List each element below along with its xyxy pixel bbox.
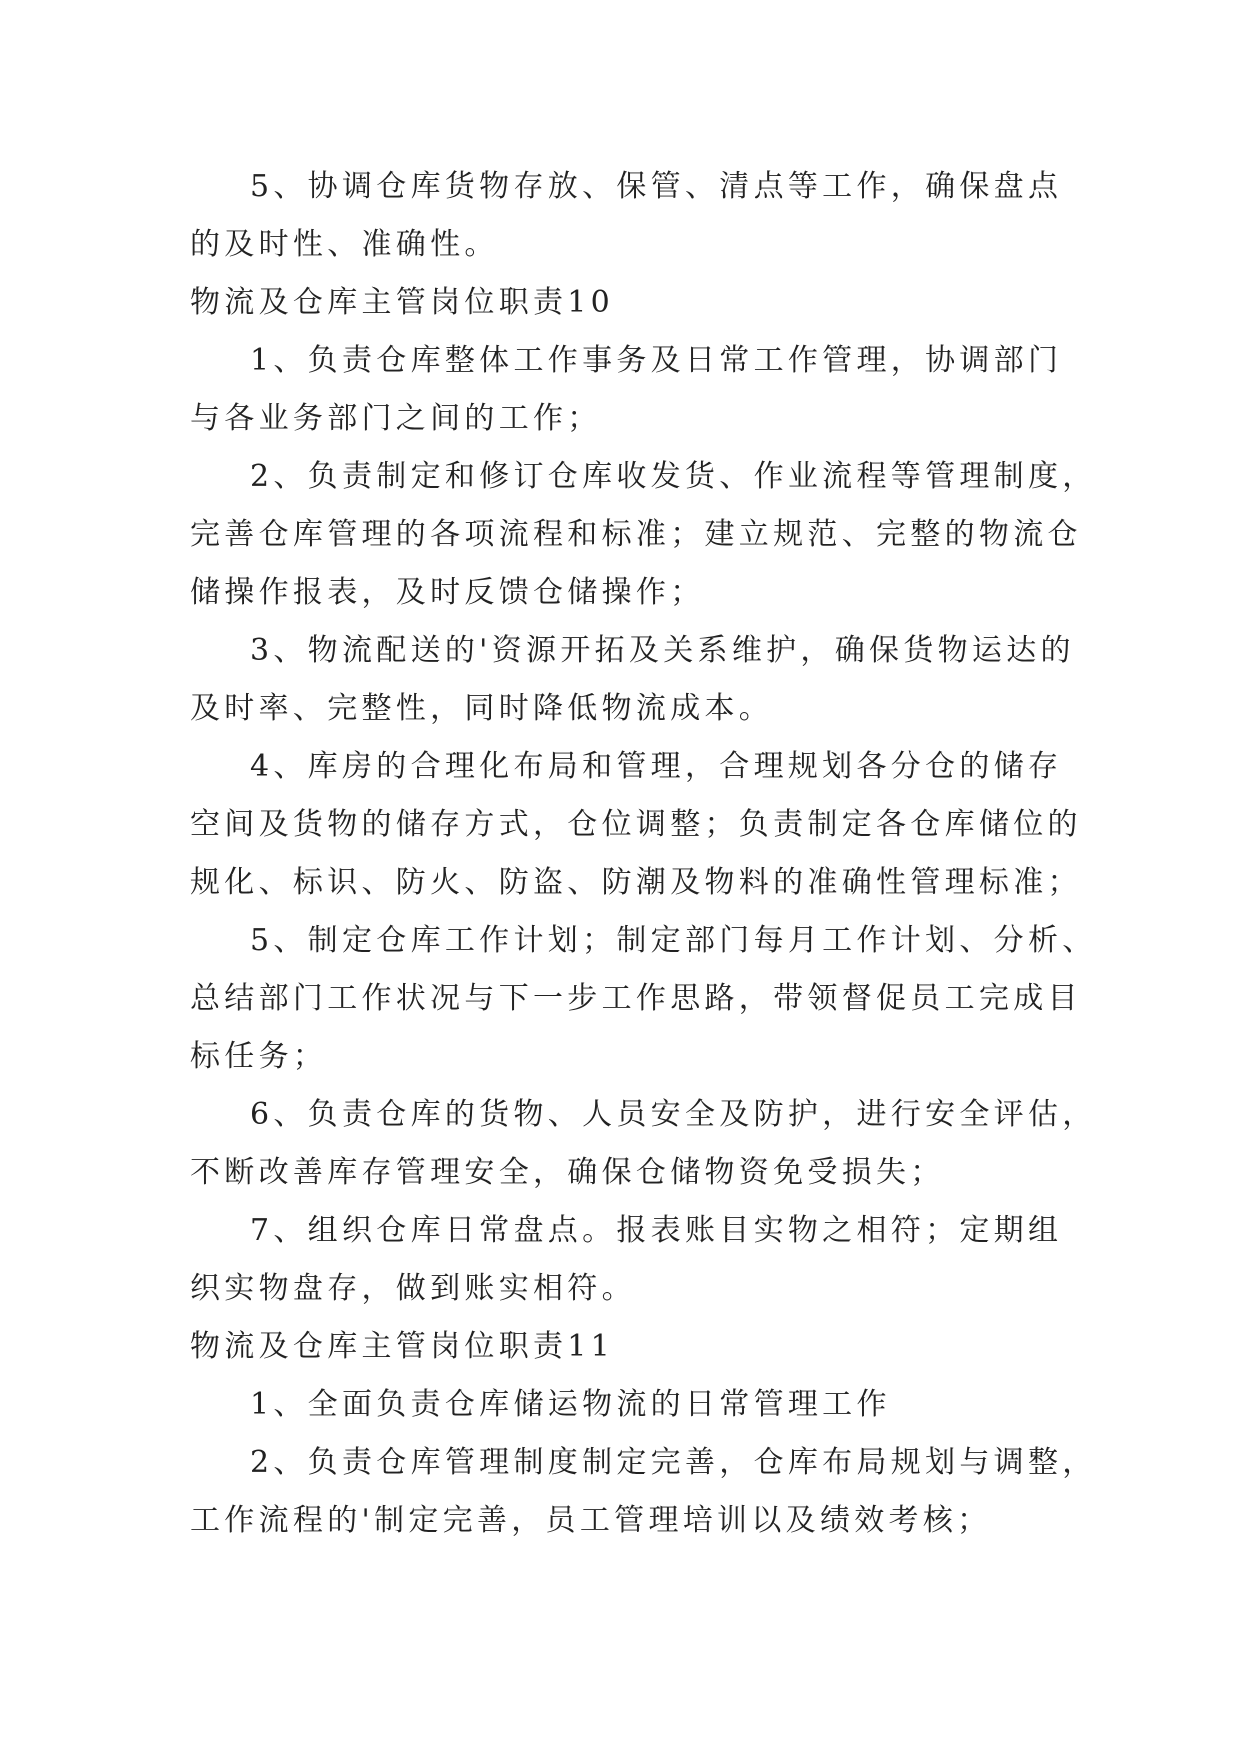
body-line: 总结部门工作状况与下一步工作思路，带领督促员工完成目 bbox=[190, 981, 1082, 1016]
body-line: 1、负责仓库整体工作事务及日常工作管理，协调部门 bbox=[250, 343, 1063, 378]
body-line: 6、负责仓库的货物、人员安全及防护，进行安全评估， bbox=[250, 1097, 1097, 1132]
document-body bbox=[190, 158, 1097, 1550]
body-line: 完善仓库管理的各项流程和标准；建立规范、完整的物流仓 bbox=[190, 517, 1082, 552]
body-line: 及时率、完整性，同时降低物流成本。 bbox=[190, 691, 774, 726]
section-heading: 物流及仓库主管岗位职责11 bbox=[190, 1329, 615, 1364]
body-line: 工作流程的'制定完善，员工管理培训以及绩效考核； bbox=[190, 1503, 992, 1538]
body-line: 5、制定仓库工作计划；制定部门每月工作计划、分析、 bbox=[250, 923, 1097, 958]
body-line: 3、物流配送的'资源开拓及关系维护，确保货物运达的 bbox=[250, 633, 1075, 668]
body-line: 空间及货物的储存方式，仓位调整；负责制定各仓库储位的 bbox=[190, 807, 1082, 842]
body-line: 2、负责仓库管理制度制定完善，仓库布局规划与调整， bbox=[250, 1445, 1097, 1480]
body-line: 标任务； bbox=[190, 1039, 328, 1074]
body-line: 7、组织仓库日常盘点。报表账目实物之相符；定期组 bbox=[250, 1213, 1063, 1248]
body-line: 不断改善库存管理安全，确保仓储物资免受损失； bbox=[190, 1155, 945, 1190]
body-line: 的及时性、准确性。 bbox=[190, 227, 499, 262]
body-line: 2、负责制定和修订仓库收发货、作业流程等管理制度， bbox=[250, 459, 1097, 494]
body-line: 储操作报表，及时反馈仓储操作； bbox=[190, 575, 705, 610]
body-line: 与各业务部门之间的工作； bbox=[190, 401, 602, 436]
section-heading: 物流及仓库主管岗位职责10 bbox=[190, 285, 615, 320]
body-line: 5、协调仓库货物存放、保管、清点等工作，确保盘点 bbox=[250, 169, 1063, 204]
body-line: 1、全面负责仓库储运物流的日常管理工作 bbox=[250, 1387, 891, 1422]
body-line: 织实物盘存，做到账实相符。 bbox=[190, 1271, 636, 1306]
body-line: 规化、标识、防火、防盗、防潮及物料的准确性管理标准； bbox=[190, 865, 1082, 900]
body-line: 4、库房的合理化布局和管理，合理规划各分仓的储存 bbox=[250, 749, 1063, 784]
